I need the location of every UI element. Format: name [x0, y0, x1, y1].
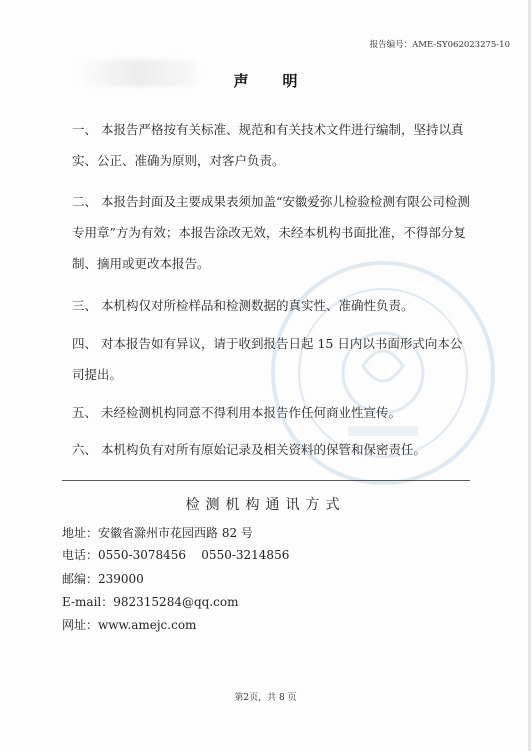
statement-2: 二、 本报告封面及主要成果表须加盖“安徽爱弥儿检验检测有限公司检测专用章”方为有效；本报告涂改无效，未经本机构书面批准，不得部分复制、摘用或更改本报告。 [72, 194, 470, 271]
statement-3: 三、 本机构仅对所检样品和检测数据的真实性、准确性负责。 [72, 298, 414, 313]
statement-5: 五、 未经检测机构同意不得利用本报告作任何商业性宣传。 [72, 405, 401, 420]
statement-1: 一、 本报告严格按有关标准、规范和有关技术文件进行编制，坚持以真实、公正、准确为原则，对客户负责。 [72, 122, 464, 168]
report-number: 报告编号：AME-SY062023275-10 [369, 40, 510, 50]
contact-email: E-mail：982315284@qq.com [62, 595, 239, 609]
statement-6: 六、 本机构负有对所有原始记录及相关资料的保管和保密责任。 [72, 442, 426, 457]
section-divider [62, 480, 470, 481]
contact-heading: 检测机构通讯方式 [185, 497, 346, 513]
contact-postcode: 邮编：239000 [62, 572, 144, 586]
contact-phone: 电话：0550-3078456 0550-3214856 [62, 548, 290, 562]
page-number: 第2页，共 8 页 [234, 693, 297, 703]
statement-4: 四、 对本报告如有异议，请于收到报告日起 15 日内以书面形式向本公司提出。 [72, 336, 463, 382]
contact-website: 网址：www.amejc.com [62, 618, 197, 632]
page-title: 声明 [233, 72, 332, 90]
contact-address: 地址：安徽省滁州市花园西路 82 号 [62, 526, 253, 540]
